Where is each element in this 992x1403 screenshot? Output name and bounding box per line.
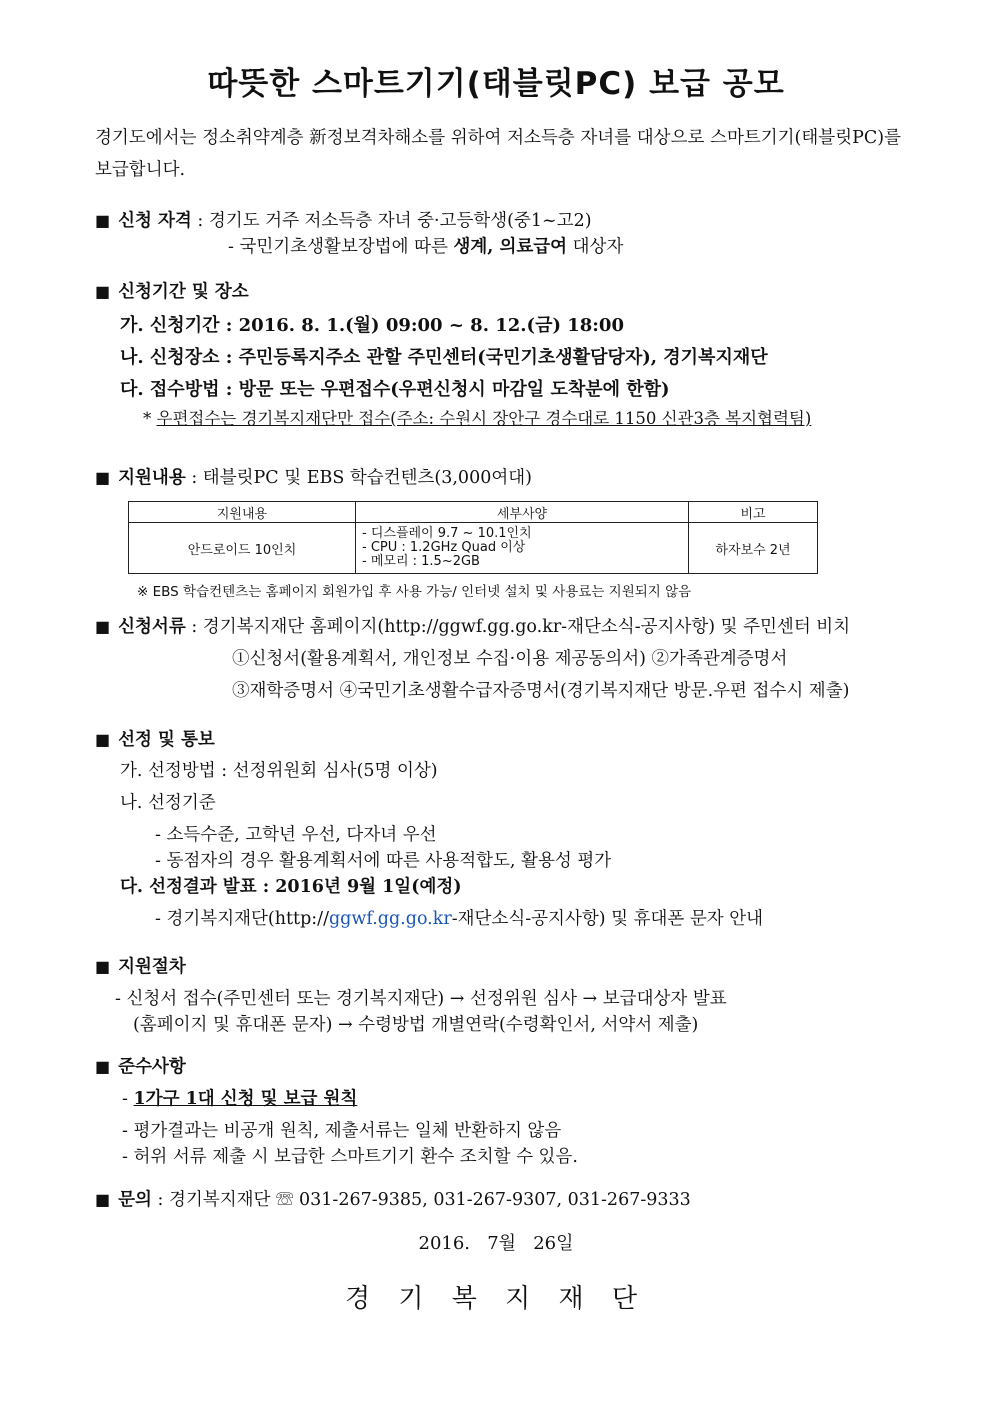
eligibility-section	[95, 207, 592, 232]
eligibility-sub	[228, 233, 623, 258]
table-header: 비고	[689, 502, 818, 523]
selection-method: 가. 선정방법 : 선정위원회 심사(5명 이상)	[120, 761, 438, 781]
table-cell-remark: 하자보수 2년	[689, 523, 818, 574]
compliance-rule2: - 평가결과는 비공개 원칙, 제출서류는 일체 반환하지 않음	[122, 1121, 562, 1141]
support-section	[95, 464, 532, 489]
note-mark: *	[143, 409, 152, 428]
page-title: 따뜻한 스마트기기(태블릿PC) 보급 공모	[207, 66, 785, 102]
table-cell-details	[356, 523, 689, 574]
table-cell-item: 안드로이드 10인치	[129, 523, 356, 574]
procedure-section	[95, 953, 186, 978]
documents-heading: 신청서류	[118, 617, 186, 637]
table-header-row	[129, 502, 818, 523]
bullet-icon: ■	[95, 957, 111, 976]
organization-name: 경 기 복 지 재 단	[344, 1284, 648, 1314]
result-prefix: - 경기복지재단(http://	[155, 909, 329, 929]
procedure-line2: (홈페이지 및 휴대폰 문자) → 수령방법 개별연락(수령확인서, 서약서 제출)	[133, 1015, 699, 1035]
support-note: ※ EBS 학습컨텐츠는 홈페이지 회원가입 후 사용 가능/ 인터넷 설치 및 사용료는 지원되지 않음	[137, 584, 692, 600]
bullet-icon: ■	[95, 617, 111, 636]
contact-text: : 경기복지재단 ☏ 031-267-9385, 031-267-9307, 031-267-9333	[157, 1190, 691, 1210]
table-header: 지원내용	[129, 502, 356, 523]
eligibility-text: : 경기도 거주 저소득층 자녀 중·고등학생(중1~고2)	[197, 211, 592, 231]
period-note-text: 우편접수는 경기복지재단만 접수(주소: 수원시 장안구 경수대로 1150 신관3층 복지협력팀)	[156, 409, 812, 428]
support-heading: 지원내용	[118, 468, 186, 488]
procedure-heading: 지원절차	[118, 957, 186, 977]
period-heading: 신청기간 및 장소	[118, 282, 249, 302]
result-link[interactable]: ggwf.gg.go.kr	[328, 909, 452, 929]
table-header: 세부사양	[356, 502, 689, 523]
table-row	[129, 523, 818, 574]
bullet-icon: ■	[95, 282, 111, 301]
rule-prefix: -	[122, 1089, 134, 1109]
contact-section	[95, 1186, 691, 1211]
documents-line3: ③재학증명서 ④국민기초생활수급자증명서(경기복지재단 방문.우편 접수시 제출)	[232, 681, 850, 701]
support-text: : 태블릿PC 및 EBS 학습컨텐츠(3,000여대)	[191, 468, 532, 488]
bullet-icon: ■	[95, 1190, 111, 1209]
bullet-icon: ■	[95, 730, 111, 749]
selection-heading: 선정 및 통보	[118, 730, 215, 750]
period-note	[143, 405, 811, 429]
documents-section	[95, 613, 850, 638]
eligibility-heading: 신청 자격	[118, 211, 192, 231]
notice-date: 2016. 7월 26일	[418, 1233, 574, 1254]
documents-line2: ①신청서(활용계획서, 개인정보 수집·이용 제공동의서) ②가족관계증명서	[232, 649, 788, 669]
eligibility-sub-bold: 생계, 의료급여	[453, 237, 568, 257]
bullet-icon: ■	[95, 1057, 111, 1076]
selection-criteria-2: - 동점자의 경우 활용계획서에 따른 사용적합도, 활용성 평가	[155, 851, 612, 871]
selection-criteria-1: - 소득수준, 고학년 우선, 다자녀 우선	[155, 825, 437, 845]
compliance-section	[95, 1053, 186, 1078]
spec-line: - 메모리 : 1.5~2GB	[362, 554, 480, 569]
rule1-text: 1가구 1대 신청 및 보급 원칙	[133, 1089, 358, 1109]
contact-heading: 문의	[118, 1190, 152, 1210]
compliance-rule3: - 허위 서류 제출 시 보급한 스마트기기 환수 조치할 수 있음.	[122, 1147, 578, 1167]
result-suffix: -재단소식-공지사항) 및 휴대폰 문자 안내	[451, 909, 764, 929]
period-section	[95, 278, 249, 303]
selection-criteria: 나. 선정기준	[120, 793, 216, 813]
period-item-a: 가. 신청기간 : 2016. 8. 1.(월) 09:00 ~ 8. 12.(금) 18:00	[120, 315, 624, 336]
spec-table	[128, 501, 818, 574]
bullet-icon: ■	[95, 468, 111, 487]
procedure-line1: - 신청서 접수(주민센터 또는 경기복지재단) → 선정위원 심사 → 보급대상자 발표	[115, 989, 727, 1009]
eligibility-sub-prefix: - 국민기초생활보장법에 따른	[228, 237, 454, 257]
compliance-rule1	[122, 1085, 357, 1110]
selection-result: 다. 선정결과 발표 : 2016년 9월 1일(예정)	[120, 877, 462, 897]
documents-text: : 경기복지재단 홈페이지(http://ggwf.gg.go.kr-재단소식-공지사항) 및 주민센터 비치	[191, 617, 851, 637]
spec-line: - CPU : 1.2GHz Quad 이상	[362, 540, 526, 555]
intro-paragraph: 경기도에서는 정소취약계층 新정보격차해소를 위하여 저소득층 자녀를 대상으로 스마트기기(태블릿PC)를 보급합니다.	[95, 128, 901, 180]
selection-section	[95, 726, 215, 751]
bullet-icon: ■	[95, 211, 111, 230]
spec-line: - 디스플레이 9.7 ~ 10.1인치	[362, 526, 532, 541]
compliance-heading: 준수사항	[118, 1057, 186, 1077]
period-item-c: 다. 접수방법 : 방문 또는 우편접수(우편신청시 마감일 도착분에 한함)	[120, 379, 670, 400]
eligibility-sub-suffix: 대상자	[567, 237, 624, 257]
period-item-b: 나. 신청장소 : 주민등록지주소 관할 주민센터(국민기초생활담당자), 경기복지재단	[120, 347, 768, 368]
selection-result-link	[155, 905, 763, 930]
